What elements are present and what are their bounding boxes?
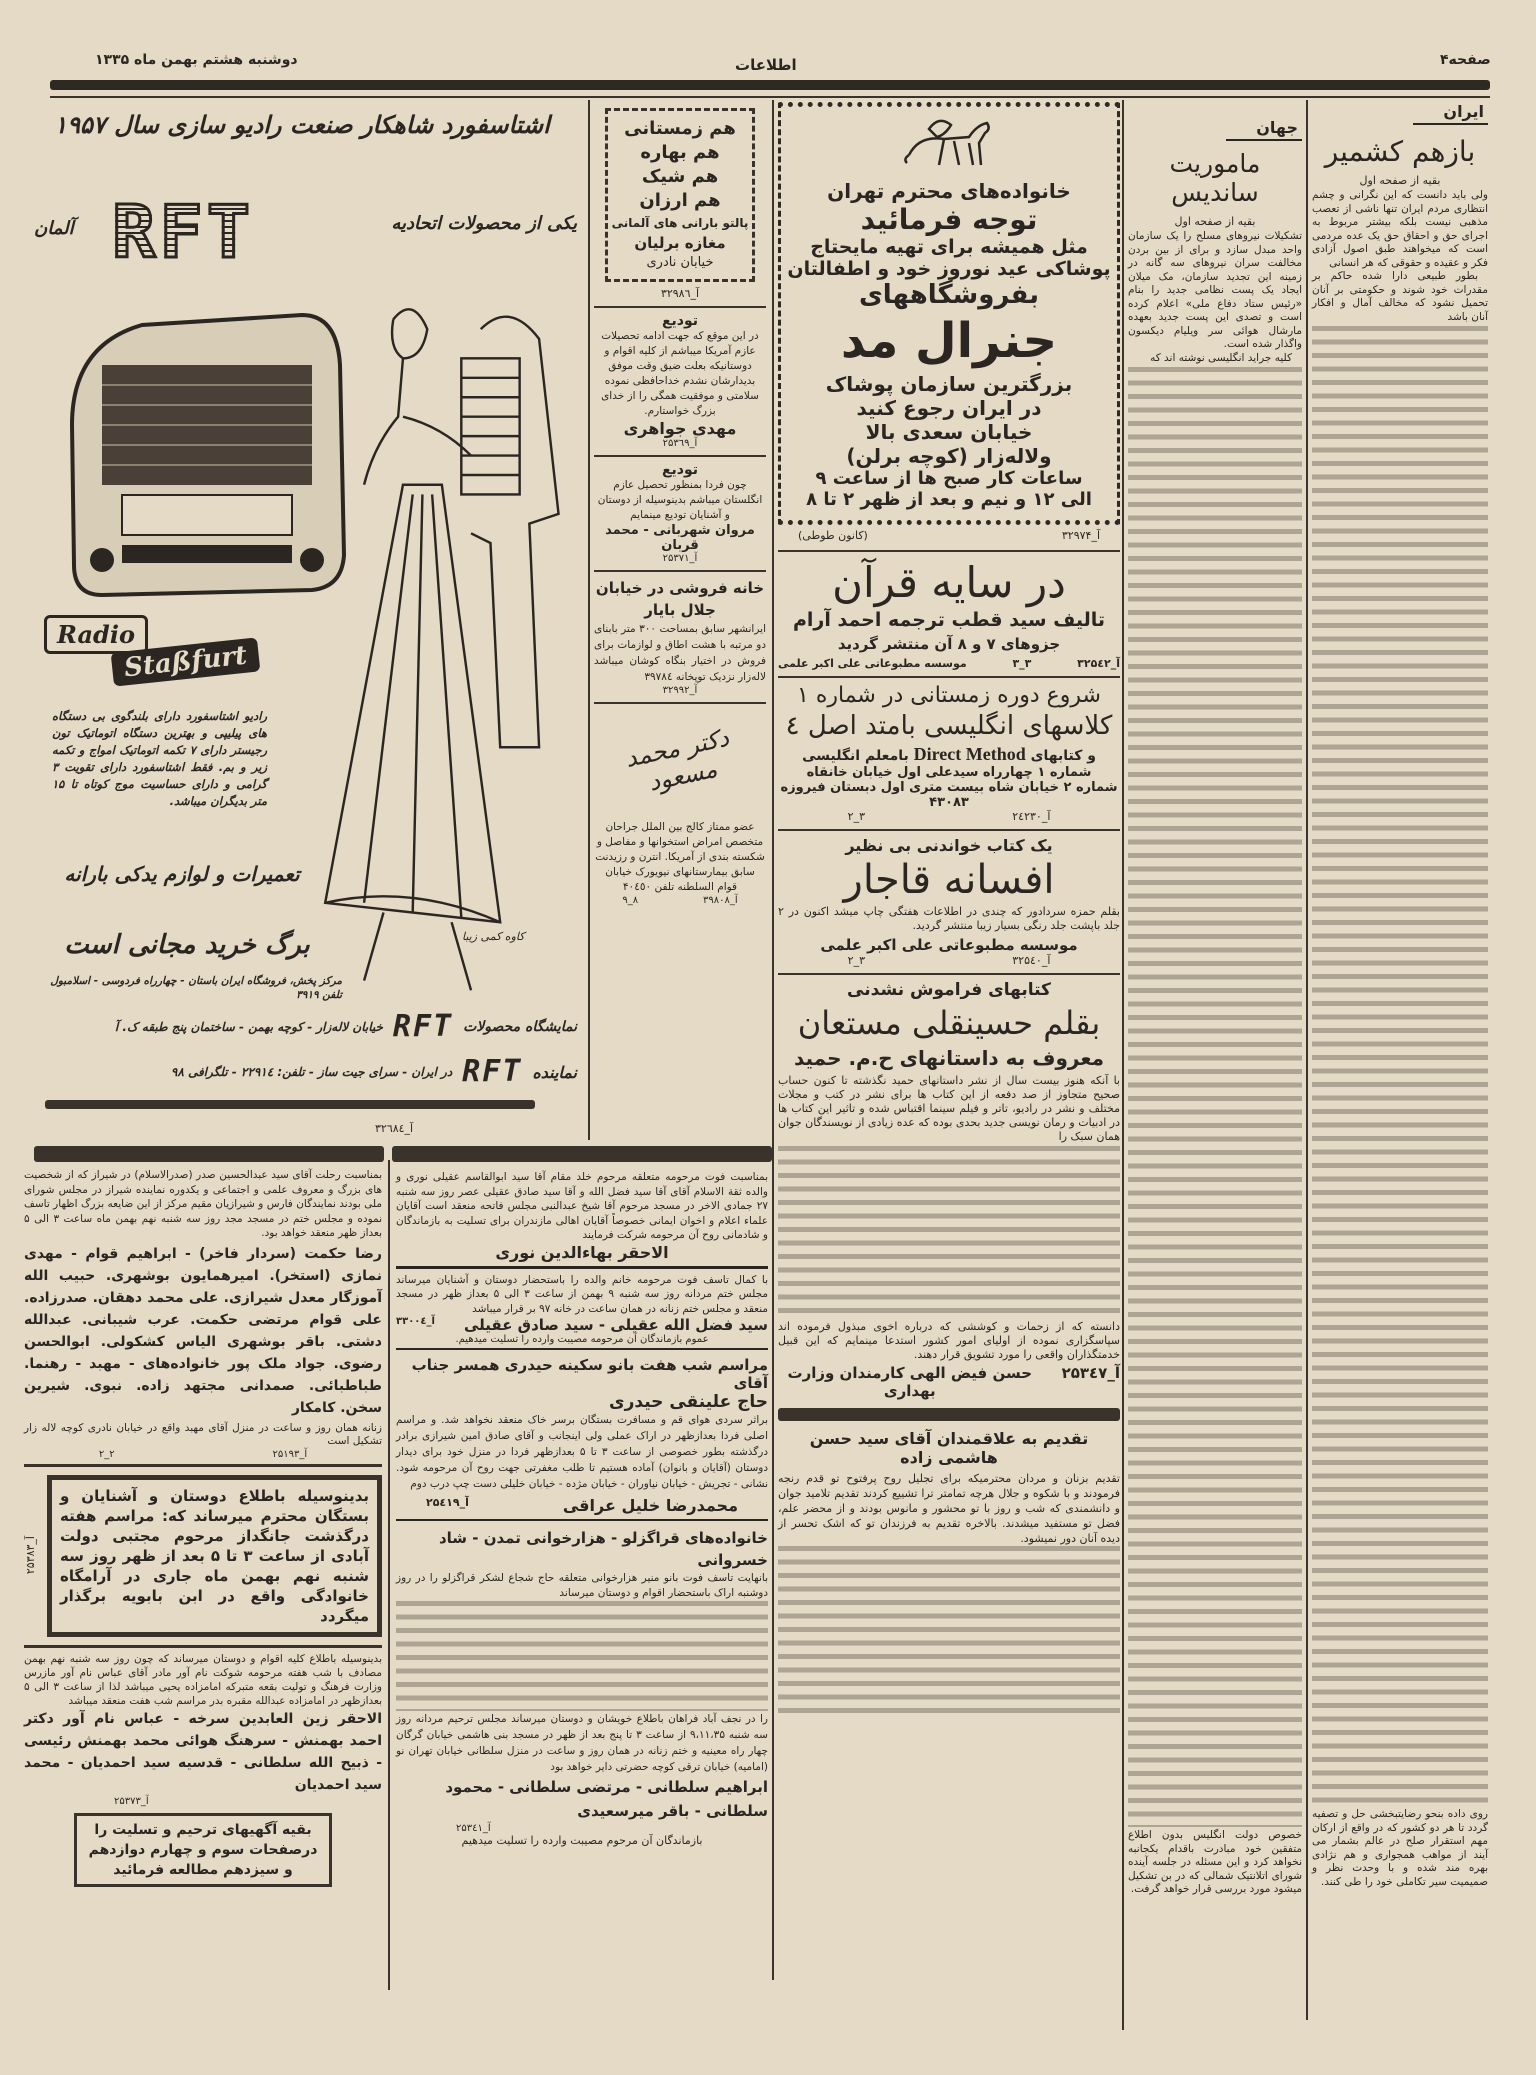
notice-signature: مروان شهربانی - محمد قربان (605, 523, 755, 553)
ad-seq: ۳_۲ (847, 954, 865, 967)
exhibit-line (42, 1010, 577, 1044)
ad-signature: حسن فیض الهی کارمندان وزارت بهداری (787, 1364, 1033, 1400)
notice-title: خانواده‌های قراگزلو - هزارخوانی تمدن - شاد خسروانی (438, 1529, 768, 1569)
notice-signatories: الاحقر زین العابدین سرخه - عباس نام آور دکتر احمد بهمنش - سرهنگ هوائی محمد بهمنش رئیسی - ذبیح الله سلطانی - قدسیه سید احمدیان - محمد سید احمدیان (24, 1710, 382, 1793)
section-label-iran: ایران (1413, 102, 1488, 125)
notice-signature: مهدی جواهری (623, 419, 737, 438)
article-paragraph: خصوص دولت انگلیس بدون اطلاع متفقین خود مبادرت باقدام یکجانبه نخواهد کرد و این مسئله در جلسه آینده شورای اتلانتیک شمالی که در بن تشکیل میشود مورد بررسی قرار خواهد گرفت. (1128, 1829, 1302, 1895)
column-divider (388, 1160, 390, 1990)
ads-column (778, 102, 1120, 1716)
ad-code: آ_۳۹۸۰۸ (702, 895, 738, 906)
ad-code: آ_۲۵٤۱۹ (426, 1496, 469, 1509)
notice-text-block (396, 1601, 768, 1711)
ad-subtitle: معروف به داستانهای ح.م. حمید (793, 1046, 1105, 1070)
ad-text: عضو ممتاز کالج بین الملل جراحان متخصص امراض استخوانها و مفاصل و شکسته بندی از آمریکا. انترن و رزیدنت سابق بیمارستانهای نیویورک خیابان قوام السلطنه تلفن ۴۰٤٥۰ (595, 821, 765, 893)
ad-text: تقدیم بزنان و مردان محترمیکه برای تجلیل روح پرفتوح تو قدم رنجه فرمودند و با شکوه و جلال هرچه تمامتر ترا تشییع کردند تقدیم تلامید جوان و دانشمندی که شب و روز با تو محشور و مانوس بودند و از محضر علم، فضل تو مستفید میشدند. بالاخره تقدیم به فرزندان تو که اشک تحسر از دیده آنان دور نمیشود. (778, 1472, 1120, 1545)
ad-line: پالتو بارانی های آلمانی (611, 216, 749, 230)
ad-title: خانه فروشی در خیابان جلال بایار (595, 579, 765, 619)
notice-text: بانهایت تاسف فوت بانو منیر هزارخوانی متعلقه حاج شجاع لشکر قراگزلو را در روز دوشنبه اراک باستحضار اقوام و دوستان میرساند (396, 1572, 768, 1599)
ad-line: هم شیک (641, 166, 719, 187)
ad-code: آ_۳۲۵٤۰ (1012, 954, 1051, 967)
article-text-block (1128, 367, 1302, 1827)
ad-line: هم زمستانی (624, 118, 736, 139)
ad-line: هم ارزان (639, 190, 721, 211)
doctor-name: دکتر محمد مسعود (622, 723, 732, 797)
ad-code: آ_۳۲۹۸٦ (594, 282, 766, 308)
ad-code: آ_۲۵۳۷۳ (114, 1795, 149, 1807)
ad-headline: تعمیرات و لوازم یدکی بارانه (64, 862, 300, 886)
farewell-notice (594, 308, 766, 457)
ad-code: آ_۳۲۹۹۲ (662, 685, 698, 696)
ad-text-block (778, 1546, 1120, 1716)
ad-line: ساعات کار صبح ها از ساعت ۹ (815, 468, 1083, 489)
notice-text: در این موقع که جهت ادامه تحصیلات عازم آمریکا میباشم از کلیه اقوام و دوستانیکه بعلت ضیق وقت موفق بدیدارشان نشدم خداحافظی نموده سلامتی و موفقیت همگی را از خدای بزرگ خواستارم. (601, 330, 759, 417)
radio-stassfurt-logo (44, 615, 249, 690)
obituaries-left (24, 1168, 382, 1887)
ad-line: پوشاکی عید نوروز خود و اطفالتان (787, 258, 1111, 280)
notice-signatories: رضا حکمت (سردار فاخر) - ابراهیم قوام - مهدی نمازی (استخر). امیرهمایون بوشهری. حبیب الله آموزگار معدل شیرازی. علی محمد دهقان. صدرزاده. علی قوام مرتضی حکمت. عرب شیبانی. عبدالله دشتی. باقر بوشهری الیاس کشکولی. ابوالحسن رضوی. جواد ملک پور خانواده‌های - مهبد - رهنما. طباطبائی. صمدانی مجتهد زاده. نبوی. شیرین سخن. کامکار (24, 1245, 382, 1416)
general-mod-ad (778, 102, 1120, 525)
brand-stassfurt: Staßfurt (111, 637, 261, 686)
ad-code: آ_۲۵۳٤۷ (1061, 1364, 1120, 1382)
ad-code: آ_۲۵۳٤۱ (456, 1823, 491, 1834)
rft-logo-small: RFT (462, 1054, 523, 1089)
ad-address: شماره ۲ خیابان شاه بیست متری اول دبستان فیروزه ۴۳۰۸۳ (780, 780, 1118, 810)
obituaries-middle (396, 1170, 768, 1847)
jahan-column (1128, 102, 1302, 1897)
ad-authors: تالیف سید قطب ترجمه احمد آرام (792, 609, 1106, 631)
ad-line: توجه فرمائید (860, 203, 1038, 236)
artist-signature: کاوه کمی زیبا (462, 930, 525, 943)
ad-title: بقلم حسینقلی مستعان (797, 1004, 1101, 1042)
header-rule-thin (50, 96, 1490, 98)
doctor-ad (594, 704, 766, 906)
notice-name: حاج علینقی حیدری (609, 1392, 768, 1412)
header-rule (50, 80, 1490, 90)
notice-text: چون فردا بمنظور تحصیل عازم انگلستان میباشم بدینوسیله از دوستان و آشنایان تودیع مینمایم (597, 479, 763, 521)
ad-seq: ۲_۲ (98, 1448, 115, 1460)
notice-title: مراسم شب هفت بانو سکینه حیدری همسر جناب آقای (411, 1356, 768, 1392)
ad-code: آ_۳۲۹۷۴ (1061, 529, 1100, 542)
notice-text: با کمال تاسف فوت مرحومه خانم والده را باستحضار دوستان و آشنایان میرساند مجلس ختم مردانه روز سه شنبه ۹ بهمن از ساعت ۳ الی ۵ بعداز ظهر در مسجد منعقد و مجلس ختم زنانه در همان ساعت در خانه ۹۷ بر قرار میباشد (396, 1273, 768, 1315)
memorial-notice-row (24, 1467, 382, 1648)
small-ads-column (594, 108, 766, 906)
ad-description: رادیو اشتاسفورد دارای بلندگوی بی دستگاه های پیلیپی و بهترین دستگاه اتوماتیک تون رجیستر دارای ۷ تکمه اتوماتیک امواج و تکمه زیر و بم. فقط اشتاسفورد دارای تقویت ۳ گرامی و دارای حساسیت موج کوتاه تا ۱۵ متر بدیگران میباشد. (52, 709, 268, 808)
article-text-block (1312, 326, 1488, 1806)
column-divider (588, 100, 590, 1140)
mostaan-book-ad (778, 975, 1120, 1400)
iran-column (1312, 102, 1488, 1889)
rft-logo-small: RFT (392, 1009, 454, 1044)
ad-kicker: یک کتاب خواندنی بی نظیر (845, 836, 1053, 855)
ad-code: آ_۳۲۵٤۲ (1077, 657, 1120, 670)
ad-seq: ۳_۲ (847, 810, 865, 823)
ad-text: ایرانشهر سابق بمساحت ۳۰۰ متر بابنای دو مرتبه با هشت اطاق و لوازمات برای فروش در اختیار بنگاه کوشان میباشد لاله‌زار نزدیک توپخانه ۳۹۷۸٤ (594, 623, 766, 683)
column-divider (1122, 100, 1124, 2030)
notice-text: براثر سردی هوای قم و مسافرت بستگان برسر خاک منعقد نخواهد شد. و مراسم اصلی فردا بعدازظهر در اراک عملی ولی اینجانب و آقای صادق امین شیرازی برادر درگذشته بطور خصوصی از ساعت ۳ تا ۵ بعدازظهر فردا در منزل خود برای دیدار دوستان (آقایان و بانوان) آماده هستیم تا طلب مغفرتی جهت روح آن مرحومه شود. نشانی - تجریش - خیابان نیاوران - خیابان مژده - خیابان خلیلی دست چپ درب دوم (396, 1414, 768, 1490)
method-name: Direct Method (913, 744, 1026, 764)
newspaper-name: اطلاعات (735, 56, 797, 74)
divider-bar (778, 1408, 1120, 1421)
notice-text: عموم بازماندگان آن مرحومه مصیبت وارده را تسلیت میدهیم. (396, 1334, 768, 1350)
ad-subheadline: یکی از محصولات اتحادیه (391, 213, 577, 234)
column-divider (772, 100, 774, 1980)
notice-text: بمناسبت رحلت آقای سید عبدالحسین صدر (صدرالاسلام) در شیراز که از شخصیت های بزرگ و معروف علمی و اجتماعی و یکدوره نماینده شیراز در مجلس شورای ملی بودند نمایندگان فارس و شیرازیان مقیم مرکز از این ضایعه بزرگ اظهار تاسف نموده و مجلس ختم در مسجد مجد روز سه شنبه نهم بهمن ماه ساعت ۳ الی ۵ بعداز ظهر منعقد خواهد بود. (24, 1169, 383, 1239)
notice-signature: ابراهیم سلطانی - مرتضی سلطانی - محمود سلطانی - باقر میرسعیدی (445, 1778, 768, 1820)
continued-note: بقیه از صفحه اول (1174, 215, 1256, 228)
ad-code: آ_۲۵۳٦۹ (662, 438, 698, 449)
store-name: مغازه برلیان (634, 234, 726, 252)
ad-code: آ_۲۵۳۷۱ (662, 553, 698, 564)
ad-footer (778, 525, 1120, 552)
ad-code: آ_۲۵۱۹۳ (272, 1448, 308, 1460)
ad-title: کلاسهای انگلیسی بامتد اصل ٤ (785, 711, 1113, 741)
notice-text: بازماندگان آن مرحوم مصیبت وارده را تسلیت میدهیم (461, 1834, 703, 1847)
notice-title: تودیع (661, 313, 699, 329)
distributor-address: مرکز پخش، فروشگاه ایران باستان - چهارراه فردوسی - اسلامبول تلفن ۳۹۱۹ (50, 975, 342, 1001)
exhibit-label: نمایشگاه محصولات (463, 1018, 577, 1035)
article-paragraph: بطور طبیعی دارا شده حاکم بر مقدرات خود شوند و حکومتی بر آنان تحمیل نشود که مخالف آمال و افکار آنان باشد (1312, 270, 1488, 323)
country-label: آلمان (34, 218, 74, 239)
ad-text: با آنکه هنوز بیست سال از نشر داستانهای حمید نگذشته تا کنون حساب صحیح متجاوز از صد دفعه از این کتاب ها برای نشر در کتب و مجلات مختلف و نشر در رادیو، تاتر و فیلم سینما اقتباس شده و تاثیر این کتاب ها در ادبیات و رمان نویسی جدید بحدی بوده که عده زیادی از نویسندگان جوان همان سبک را (778, 1074, 1120, 1143)
column-divider (1306, 100, 1308, 2020)
article-title: ماموریت ساندیس (1169, 149, 1261, 207)
article-paragraph: روی داده بنحو رضایتبخشی حل و تصفیه گردد تا هر دو کشور که در واقع از ارکان مهم استقرار صلح در عالم بشمار می آیند از مواهب همجواری و هم نژادی بهره مند شده و با وحدت نظر و صمیمیت سیر تکاملی خود را طی کنند. (1312, 1808, 1488, 1888)
more-notices-box: بقیه آگهیهای ترحیم و تسلیت را درصفحات سوم و چهارم دوازدهم و سیزدهم مطالعه فرمائید (74, 1813, 332, 1887)
qajar-book-ad (778, 831, 1120, 975)
farewell-notice (594, 457, 766, 572)
store-name: جنرال مد (840, 313, 1058, 369)
ad-title: تقدیم به علاقمندان آقای سید حسن هاشمی زاده (809, 1429, 1089, 1467)
article-paragraph: تشکیلات نیروهای مسلح را یک سازمان واحد مبدل سازد و برای از بین بردن مخالفت سران نیروهای سه گانه در زمینه این تجدید سازمان، مک میلان ایجاد یک پست نظامی جدید را بنام «رئیس ستاد دفاع ملی» اعلام کرده است و تصدی این پست جدید بعهده مارشال هوائی سر ویلیام دیکسون واگذار شده است. (1128, 230, 1302, 350)
ad-headline: اشتاسفورد شاهکار صنعت رادیو سازی سال ۱۹۵۷ (54, 111, 550, 139)
ad-code: آ_۲۵۳۸۳ (24, 1536, 37, 1575)
ad-code: آ_۳۳۰۰٤ (396, 1316, 435, 1327)
notice-text: بمناسبت فوت مرحومه متعلقه مرحوم خلد مقام آقا سید ابوالقاسم عقیلی نوری و والده ثقة الاسلام آقای آقا سید فضل الله و آقا سید صادق عقیلی عصر روز سه شنبه ۲۷ جمادی الاخر در مسجد مرحوم آقا شیخ عبدالنبی مجلس فاتحه منعقد است آقایان علماء اعلام و اخوان ایمانی خصوصاً آقایان اهالی مازندران برای تسلیت به بازماندگان و شادمانی روح آن مرحومه شرکت فرمایند (396, 1171, 768, 1241)
thanks-text: دانسته که از زحمات و کوششی که درباره اخوی مبذول فرموده اند سپاسگزاری نموده از اولیای امور کشور استدعا مینمایم که این قبیل خدمتگذاران واقعی را مورد تشویق قرار دهند. (778, 1320, 1120, 1361)
ad-text: بقلم حمزه سردادور که چندی در اطلاعات هفتگی چاپ میشد اکنون در ۲ جلد باپشت جلد رنگی بسیار زیبا منتشر گردید. (778, 905, 1120, 932)
ad-kicker: کتابهای فراموش نشدنی (847, 980, 1051, 1000)
ad-publisher: موسسه مطبوعاتی علی اکبر علمی (778, 657, 967, 670)
ad-address: شماره ۱ چهارراه سیدعلی اول خیابان خانقاه (806, 765, 1092, 780)
ad-title: افسانه قاجار (843, 857, 1055, 903)
representative-line (42, 1055, 577, 1089)
article-paragraph: ولی باید دانست که این نگرانی و چشم انتظاری مردم ایران تنها ناشی از تعصب مذهبی نیست بلکه بیشتر مربوط به اجرای حق و احقاق حق یک عده مردمی است که میخواهند طبق اصول آزادی فکر و عقیده و حقوقی که هر انسانی (1312, 189, 1488, 269)
rft-radio-ad (22, 100, 584, 1100)
ad-publisher: موسسه مطبوعاتی علی اکبر علمی (820, 936, 1078, 954)
rep-label: نماینده (532, 1062, 577, 1082)
ad-headline: برگ خرید مجانی است (64, 930, 310, 960)
brand-radio: Radio (44, 615, 148, 654)
ad-text: بامعلم انگلیسی (802, 748, 909, 764)
winged-lion-logo-icon (899, 115, 999, 175)
rft-logo: RFT (112, 190, 255, 274)
ad-line: بزرگترین سازمان پوشاک (825, 372, 1073, 396)
notice-signature: الاحقر بهاءالدین نوری (396, 1243, 768, 1269)
page-number: صفحه۴ (1440, 52, 1491, 68)
notice-text: بدینوسیله باطلاع کلیه اقوام و دوستان میرساند که چون روز سه شنبه نهم بهمن مصادف با شب هفته مرحومه شوکت نام آور مادر آقای عباس نام آور مازرس وزارت فرهنگ و تولیت بقعه متبرکه امامزاده یحیی میباشد لذا از ساعت ۳ الی ۵ بعدازظهر در امامزاده عبدالله مقبره بدر مراسم شب هفت منعقد میباشد (24, 1652, 383, 1707)
woman-with-books-illustration-icon (302, 300, 572, 1000)
notice-signature: سید فضل الله عقیلی - سید صادق عقیلی (463, 1316, 768, 1334)
section-label-world: جهان (1226, 118, 1302, 141)
ad-seq: ۸_۹ (622, 895, 639, 906)
hashemi-tribute (778, 1429, 1120, 1716)
ad-line: خانواده‌های محترم تهران (827, 179, 1071, 203)
ad-line: خیابان سعدی بالا (865, 420, 1033, 444)
english-class-ad (778, 678, 1120, 831)
ad-text: و کتابهای (1030, 748, 1096, 764)
ad-title: در سایه قرآن (832, 558, 1066, 607)
raincoat-ad (605, 108, 755, 282)
ad-line: هم بهاره (640, 142, 720, 163)
ad-line: شروع دوره زمستانی در شماره ۱ (797, 683, 1101, 708)
article-title: بازهم کشمیر (1324, 135, 1476, 168)
memorial-notice-box: بدینوسیله باطلاع دوستان و آشنایان و بستگان محترم میرساند که: مراسم هفته درگذشت جانگداز مرحوم مجتبی دولت آبادی از ساعت ۳ تا ۵ بعد از ظهر روز سه شنبه نهم بهمن ماه جاری در آرامگاه خانوادگی واقع در ابن بابویه برگذار میگردد (47, 1475, 382, 1637)
ad-note: جزوهای ۷ و ۸ آن منتشر گردید (837, 635, 1061, 653)
ad-line: ولاله‌زار (کوچه برلن) (846, 444, 1052, 468)
ad-line: بفروشگاههای (858, 280, 1040, 310)
house-sale-ad (594, 572, 766, 704)
divider-bar (34, 1146, 384, 1162)
ad-line: مثل همیشه برای تهیه مایحتاج (810, 236, 1088, 258)
store-address: خیابان نادری (646, 255, 714, 270)
quran-book-ad (778, 552, 1120, 678)
ad-seq: ۳_۳ (1012, 657, 1032, 670)
notice-text: زنانه همان روز و ساعت در منزل آقای مهبد واقع در خیابان نادری کوچه لاله زار تشکیل است (24, 1421, 382, 1447)
ad-code: آ_۳۲٦۸٤ (375, 1122, 414, 1135)
exhibit-address: خیابان لاله‌زار - کوچه بهمن - ساختمان پنج طبقه ک. آ (114, 1019, 383, 1034)
ad-code: آ_۲٤۲۳۰ (1012, 810, 1051, 823)
continued-note: بقیه از صفحه اول (1359, 174, 1441, 187)
notice-title: تودیع (661, 462, 699, 478)
ad-text-block (778, 1146, 1120, 1316)
ad-line: در ایران رجوع کنید (856, 396, 1042, 420)
notice-text: را در نجف آباد فراهان باطلاع خویشان و دوستان میرساند مجلس ترحیم مردانه روز سه شنبه ۹،۱۱،۳۵ از ساعت ۳ تا پنج بعد از ظهر در مسجد بنی هاشمی خیابان گرگان چهار راه معینیه و ختم زنانه در همان روز و ساعت در منزل سلطانی خیابان تهران نو (امامیه) خیابان ترقی کوچه حضرتی دایر خواهد بود (396, 1713, 768, 1773)
rep-address: در ایران - سرای جیت ساز - تلفن: ۲۲۹۱٤ - تلگرافی ۹۸ (170, 1064, 453, 1079)
issue-date: دوشنبه هشتم بهمن ماه ۱۳۳۵ (95, 52, 298, 68)
ad-bottom-rule (45, 1100, 535, 1109)
ad-line: الی ۱۲ و نیم و بعد از ظهر ۲ تا ۸ (806, 489, 1092, 510)
article-paragraph: کلیه جراید انگلیسی نوشته اند که (1150, 351, 1292, 364)
divider-bar (392, 1146, 772, 1162)
notice-signature: محمدرضا خلیل عراقی (562, 1496, 738, 1515)
ad-agency: (کانون طوطی) (798, 529, 868, 542)
